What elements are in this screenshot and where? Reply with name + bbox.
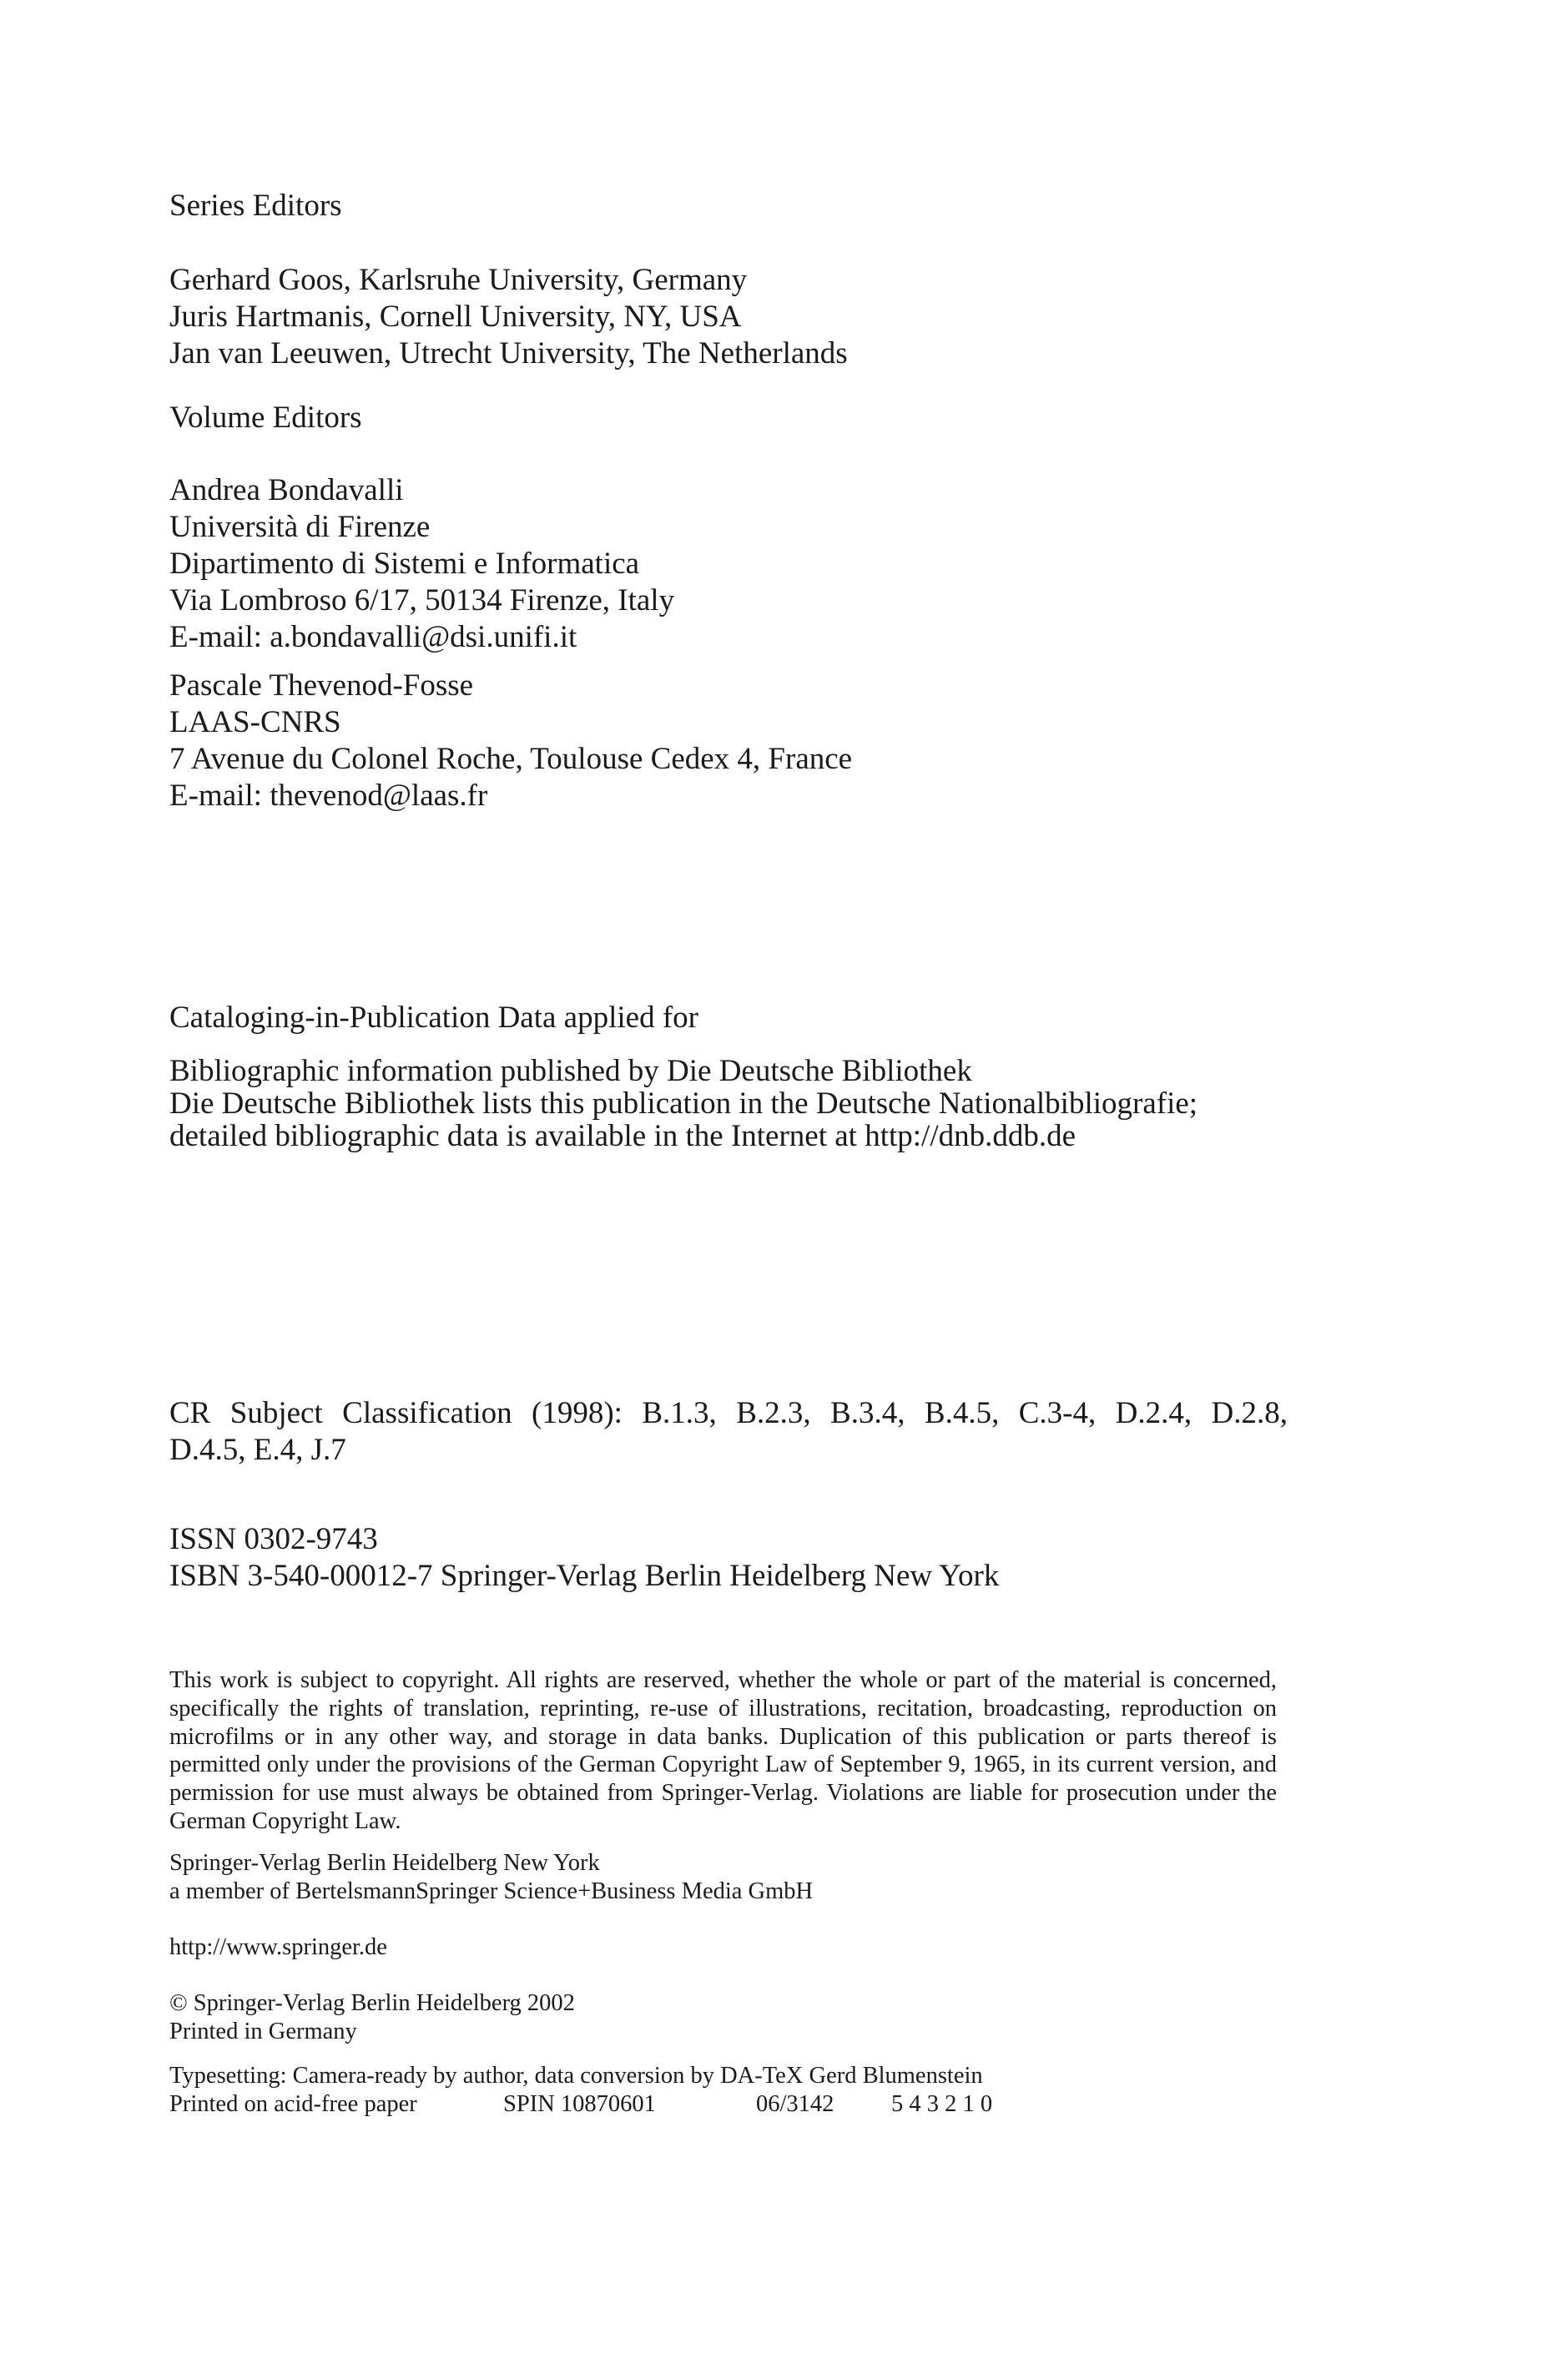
volume-editors-section: [169, 400, 1288, 436]
publisher-name: Springer-Verlag Berlin Heidelberg New York: [169, 1850, 600, 1876]
typesetting-line: Typesetting: Camera-ready by author, data conversion by DA-TeX Gerd Blumenstein: [169, 2063, 983, 2089]
cip-details: [169, 1055, 1288, 1152]
copyright-notice: This work is subject to copyright. All rights are reserved, whether the whole or part of the material is concerned, specifically the rights of translation, reprinting, re-use of illustrations, recitation, broadcasting, reproduction on microfilms or in any other way, and storage in data banks. Duplication of this publication or parts thereof is permitted only under the provisions of the German Copyright Law of September 9, 1965, in its current version, and permission for use must always be obtained from Springer-Verlag. Violations are liable for prosecution under the German Copyright Law.: [169, 1667, 1277, 1834]
volume-editors-heading: Volume Editors: [169, 401, 362, 435]
publisher-website: http://www.springer.de: [169, 1934, 387, 1960]
identifiers-section: [169, 1521, 1288, 1595]
printed-in: Printed in Germany: [169, 2018, 357, 2044]
copyright-section: [169, 1989, 1288, 2046]
editor-email: E-mail: a.bondavalli@dsi.unifi.it: [169, 620, 577, 654]
editor-address: 7 Avenue du Colonel Roche, Toulouse Cedex 4, France: [169, 742, 853, 776]
cip-line: Bibliographic information published by Die Deutsche Bibliothek: [169, 1054, 972, 1088]
classification-line-1: CR Subject Classification (1998): B.1.3, B.2.3, B.3.4, B.4.5, C.3-4, D.2.4, D.2.8,: [169, 1396, 1288, 1430]
series-editor-line: Gerhard Goos, Karlsruhe University, Germany: [169, 263, 748, 297]
paper-info: Printed on acid-free paper: [169, 2090, 417, 2117]
cip-heading: Cataloging-in-Publication Data applied for: [169, 1001, 698, 1035]
website-section: [169, 1933, 1288, 1962]
editor-name: Pascale Thevenod-Fosse: [169, 668, 474, 703]
series-editors-section: [169, 188, 1288, 224]
series-editors-heading: Series Editors: [169, 189, 342, 223]
classification-line-2: D.4.5, E.4, J.7: [169, 1433, 346, 1467]
printing-info-row: [169, 2090, 1288, 2119]
editor-email: E-mail: thevenod@laas.fr: [169, 779, 488, 813]
series-editor-line: Juris Hartmanis, Cornell University, NY, USA: [169, 300, 742, 334]
cip-line: detailed bibliographic data is available in the Internet at http://dnb.ddb.de: [169, 1119, 1076, 1153]
printing-section: [169, 2062, 1288, 2119]
series-editors-list: [169, 262, 1288, 372]
issn: ISSN 0302-9743: [169, 1522, 378, 1556]
editor-address: Via Lombroso 6/17, 50134 Firenze, Italy: [169, 583, 675, 617]
volume-editor-2: [169, 668, 1288, 814]
cip-section: [169, 1000, 1288, 1036]
print-code: 06/3142: [756, 2090, 834, 2117]
publisher-section: [169, 1849, 1288, 1906]
classification-section: [169, 1395, 1288, 1469]
series-editor-line: Jan van Leeuwen, Utrecht University, The Netherlands: [169, 336, 848, 370]
editor-name: Andrea Bondavalli: [169, 473, 404, 507]
cip-line: Die Deutsche Bibliothek lists this publication in the Deutsche Nationalbibliografie;: [169, 1086, 1198, 1121]
printing-line: 5 4 3 2 1 0: [891, 2090, 993, 2117]
editor-affiliation: LAAS-CNRS: [169, 705, 341, 739]
editor-department: Dipartimento di Sistemi e Informatica: [169, 547, 640, 581]
publisher-membership: a member of BertelsmannSpringer Science+Business Media GmbH: [169, 1878, 814, 1904]
editor-affiliation: Università di Firenze: [169, 510, 431, 544]
spin-number: SPIN 10870601: [503, 2090, 656, 2117]
copyright-line: © Springer-Verlag Berlin Heidelberg 2002: [169, 1990, 575, 2016]
volume-editor-1: [169, 472, 1288, 656]
isbn: ISBN 3-540-00012-7 Springer-Verlag Berlin Heidelberg New York: [169, 1559, 1000, 1593]
